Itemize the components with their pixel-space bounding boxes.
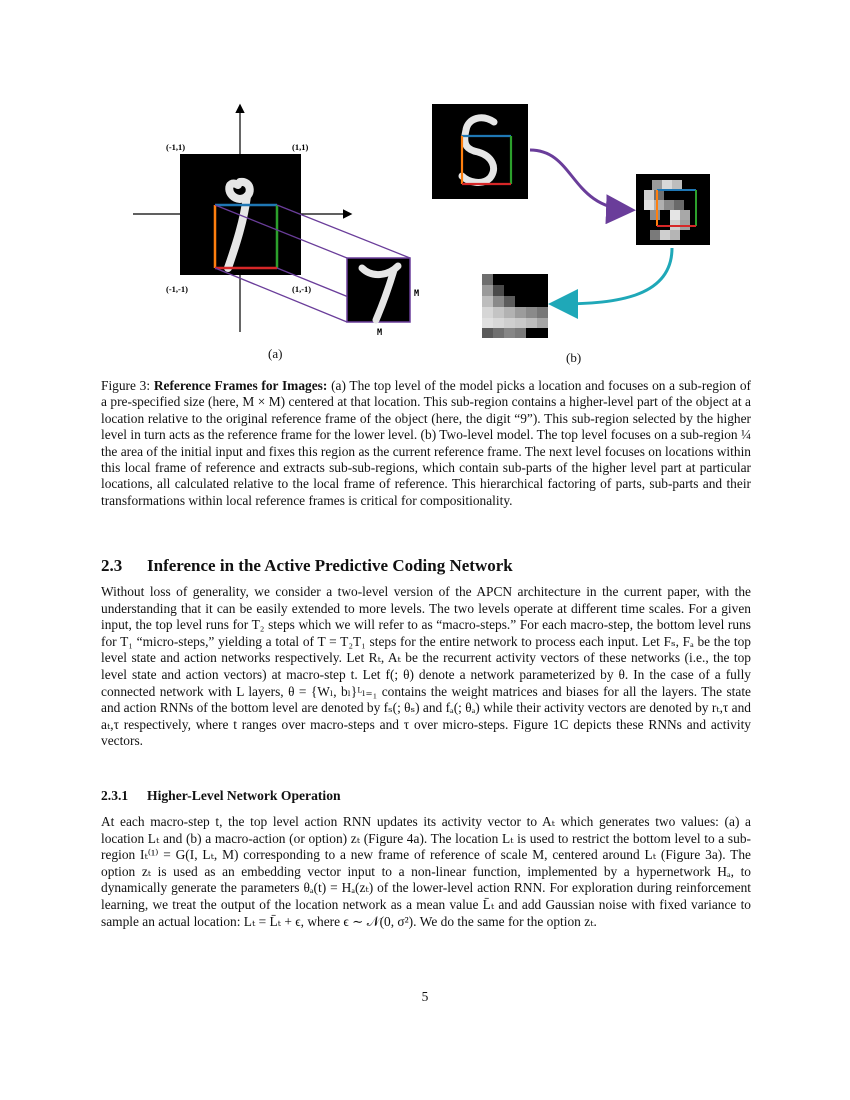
m-label-right: M: [414, 289, 420, 299]
figure-3: [0, 0, 850, 375]
teal-arrow: [554, 248, 672, 304]
subsection-number: 2.3.1: [101, 788, 129, 803]
page-number: 5: [421, 989, 429, 1004]
paragraph-2: At each macro-step t, the top level action RNN updates its activity vector to Aₜ which generates two values: (a) a location Lₜ and (b) a macro-action (or option) zₜ (Figure 4a). The location Lₜ is used to restrict the bottom level to a sub-region Iₜ⁽¹⁾ = G(I, Lₜ, M) corresponding to a new frame of reference of scale M, centered around Lₜ (Figure 3a). The option zₜ is used as an embedding vector input to a non-linear function, implemented by a hypernetwork Hₐ, to dynamically generate the parameters θₐ(t) = Hₐ(zₜ) of the lower-level action RNN. For exploration during reinforcement learning, we treat the output of the location network as a mean value L̄ₜ and add Gaussian noise with fixed variance to sample an actual location: Lₜ = L̄ₜ + ϵ, where ϵ ∼ 𝒩(0, σ²). We do the same for the option zₜ.: [101, 814, 751, 929]
caption-prefix: Figure 3:: [101, 378, 151, 393]
panel-a-label: (a): [268, 346, 283, 361]
section-number: 2.3: [101, 556, 123, 575]
panel-b-label: (b): [566, 350, 582, 365]
paragraph-1: Without loss of generality, we consider a two-level version of the APCN architecture in the current paper, with the understanding that it can be easily extended to more levels. The two levels operate at different time scales. For a given input, the top level runs for T₂ steps which we will refer to as “macro-steps.” For each macro-step, the bottom level runs for T₁ “micro-steps,” yielding a total of T = T₂T₁ steps for the entire network to process each input. Let Fₛ, Fₐ be the top level state and action networks respectively. Let Rₜ, Aₜ be the recurrent activity vectors of these networks (i.e., the top level state and action vectors) at macro-step t. Let f(; θ) denote a network parameterized by θ. In the case of a fully connected network with L layers, θ = {Wₗ, bₗ}ᴸₗ₌₁ contains the weight matrices and biases for all the layers. The state and action RNNs of the bottom level are denoted by fₛ(; θₛ) and fₐ(; θₐ) while their activity vectors are denoted by rₜ,τ and aₜ,τ respectively, where t ranges over macro-steps and τ over micro-steps. Figure 1C depicts these RNNs and activity vectors.: [101, 584, 751, 749]
caption-text: (a) The top level of the model picks a location and focuses on a sub-region of a pre-specified size (here, M × M) centered at that location. This sub-region contains a higher-level part of the object at a location relative to the original reference frame of the object (here, the digit “9”). This sub-region selected by the higher level in turn acts as the reference frame for the lower level. (b) Two-level model. The top level focuses on a sub-region ¼ the area of the initial input and fixes this region as the current reference frame. The next level focuses on locations within this local frame of reference and extracts sub-sub-regions, which contain sub-parts of the higher level part at particular locations, all calculated relative to the local frame of reference. This hierarchical factoring of parts, sub-parts and their transformations within local reference frames is critical for compositionality.: [101, 378, 751, 508]
caption-bold-title: Reference Frames for Images:: [153, 378, 328, 393]
subsection-heading: [101, 788, 341, 804]
m-label-bottom: M: [377, 328, 383, 338]
corner-label-top-right: (1,1): [292, 142, 309, 152]
corner-label-bottom-right: (1,-1): [292, 284, 312, 294]
panel-a: [133, 106, 419, 338]
section-heading: [101, 556, 513, 576]
figure-caption: [101, 378, 751, 509]
purple-arrow: [530, 150, 630, 210]
panel-b: [432, 104, 710, 338]
section-title: Inference in the Active Predictive Coding Network: [147, 556, 513, 575]
corner-label-top-left: (-1,1): [166, 142, 186, 152]
corner-label-bottom-left: (-1,-1): [166, 284, 188, 294]
subsection-title: Higher-Level Network Operation: [147, 788, 341, 803]
